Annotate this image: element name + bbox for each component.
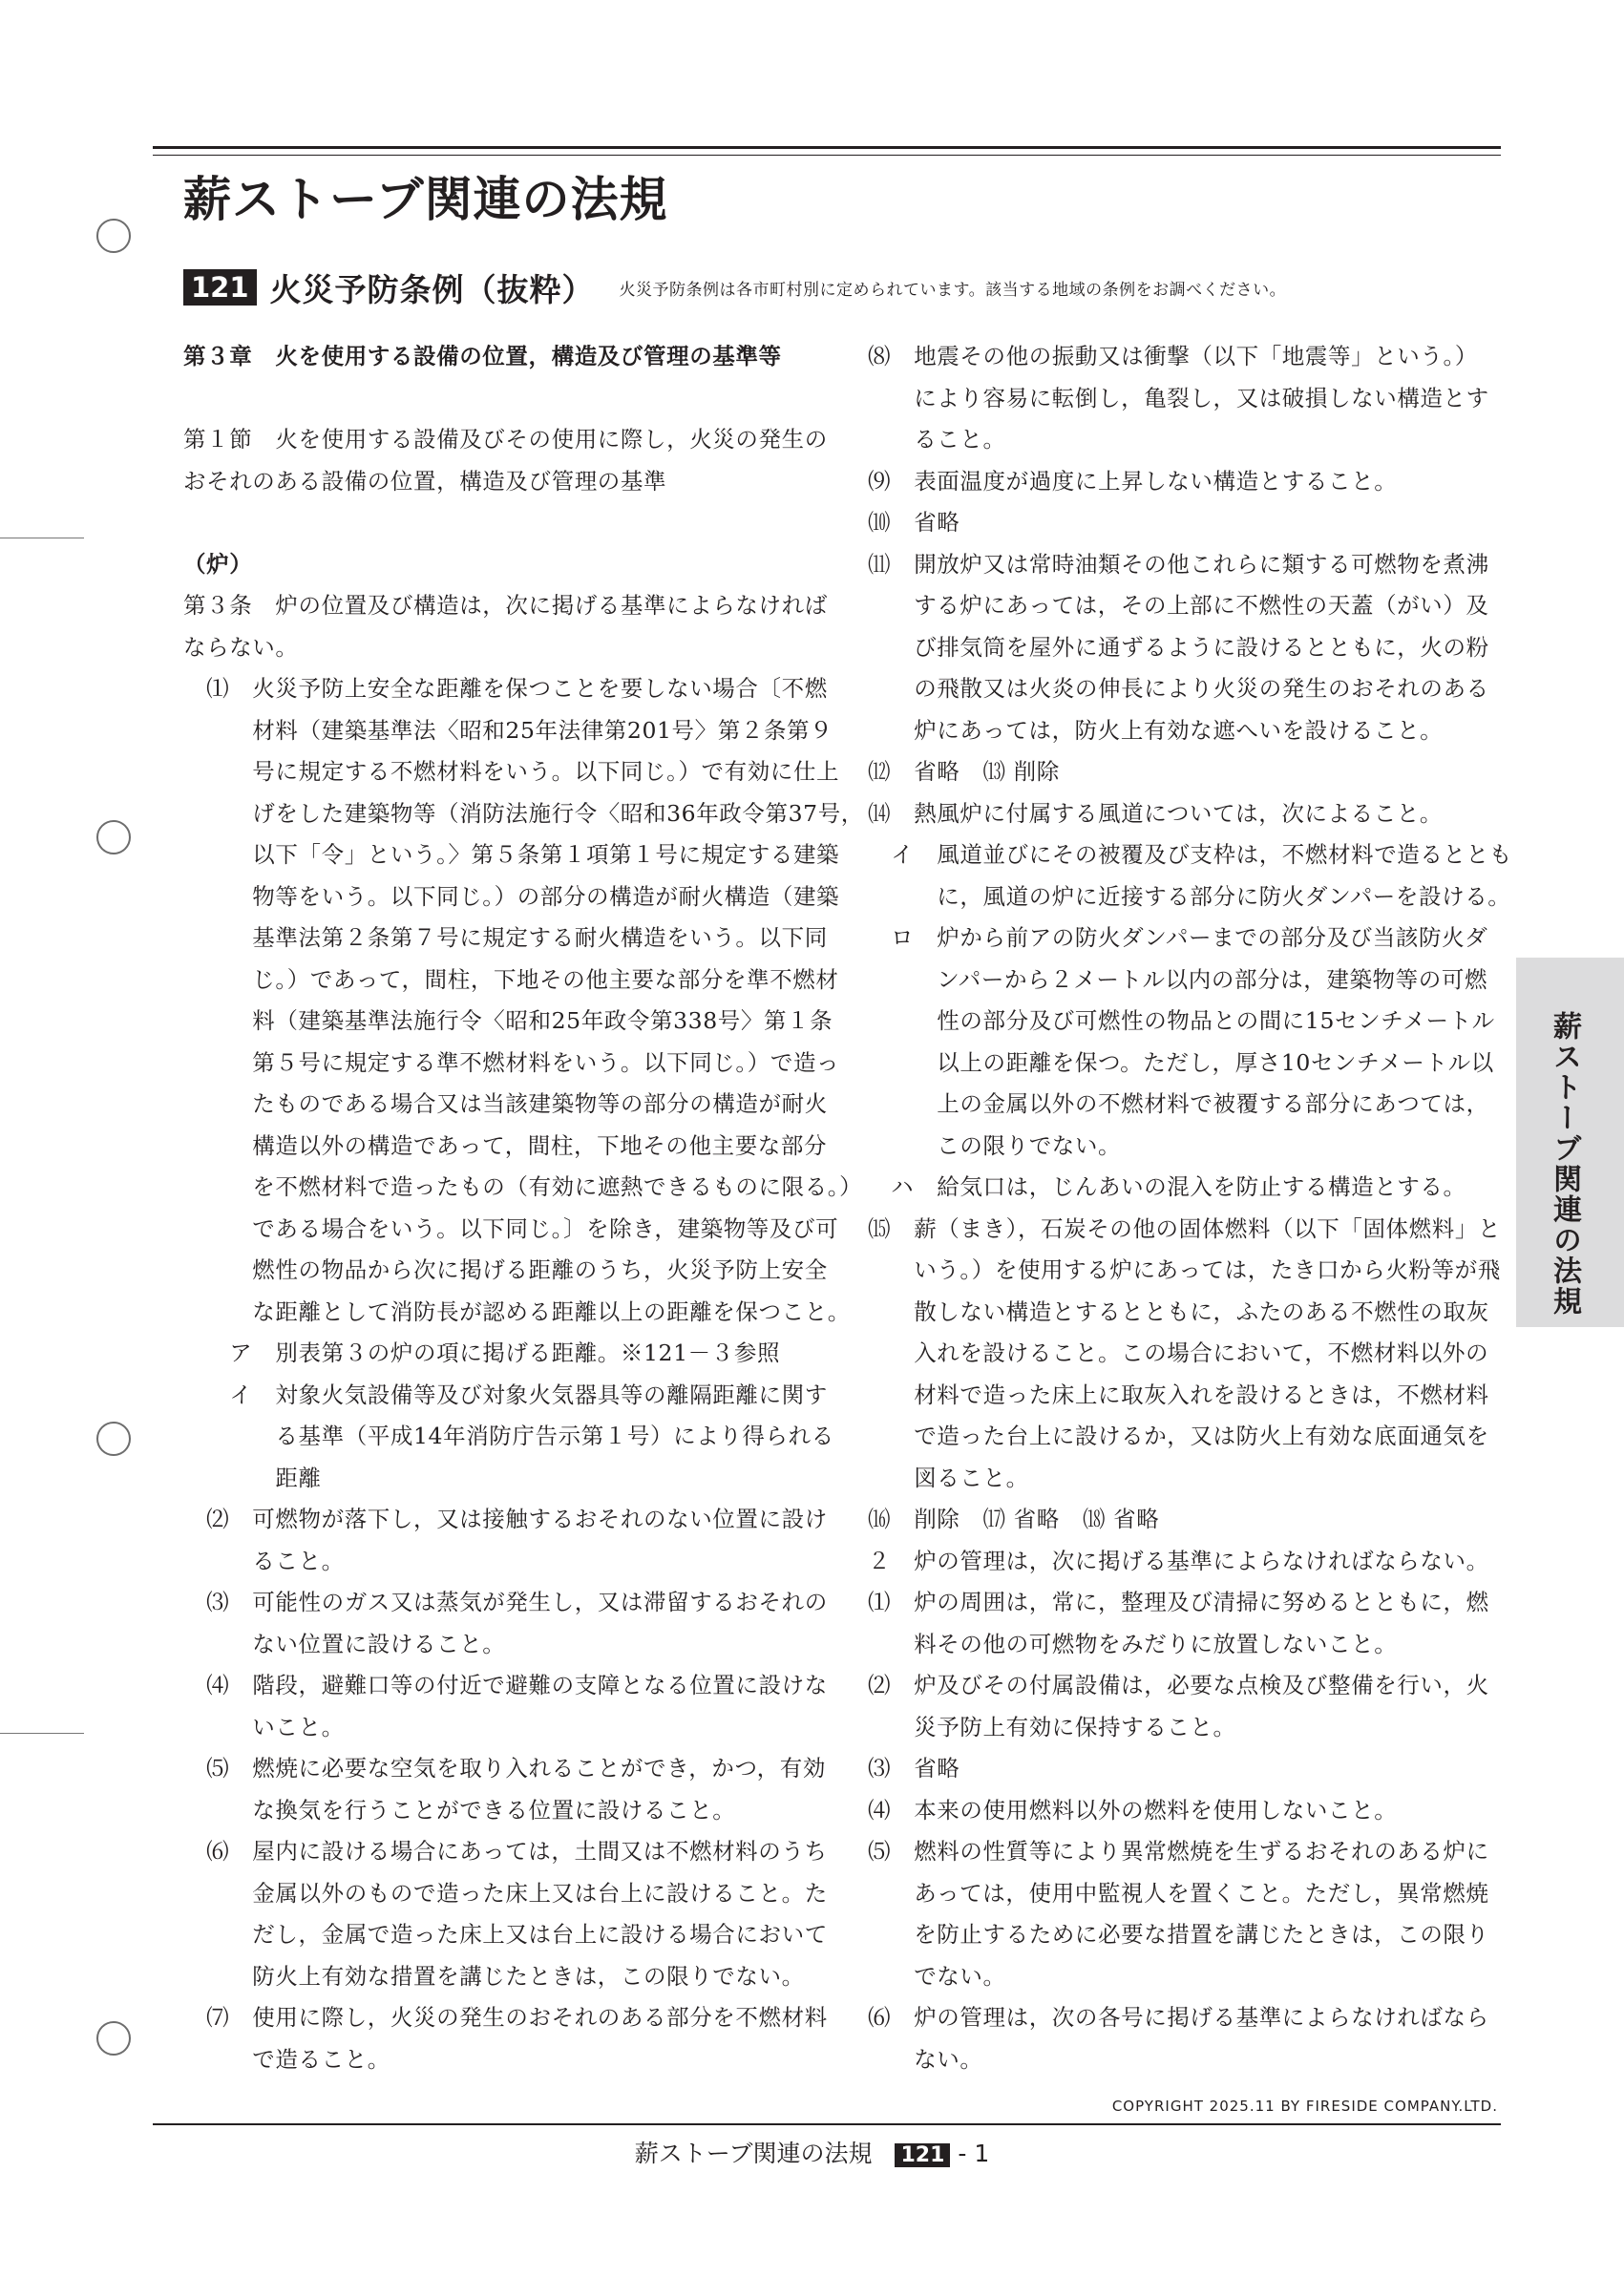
text-line: 防火上有効な措置を講じたときは，この限りでない。 bbox=[183, 1962, 805, 1990]
text-line: 第３条 炉の位置及び構造は，次に掲げる基準によらなければ bbox=[183, 592, 828, 619]
text-line: 図ること。 bbox=[868, 1464, 1029, 1491]
text-line: 材料で造った床上に取灰入れを設けるときは，不燃材料 bbox=[868, 1381, 1489, 1408]
page-footer bbox=[0, 2135, 1624, 2169]
right-column bbox=[868, 336, 1512, 2080]
text-line: を不燃材料で造ったもの（有効に遮熱できるものに限る。） bbox=[183, 1173, 863, 1200]
text-line: る基準（平成14年消防庁告示第１号）により得られる bbox=[183, 1423, 834, 1449]
text-line: を防止するために必要な措置を講じたときは，この限り bbox=[868, 1921, 1489, 1948]
text-line: ２ 炉の管理は，次に掲げる基準によらなければならない。 bbox=[868, 1547, 1489, 1574]
text-line: ⑿ 省略 ⒀ 削除 bbox=[868, 758, 1060, 785]
text-line: 散しない構造とするとともに，ふたのある不燃性の取灰 bbox=[868, 1297, 1489, 1325]
text-line: ⑶ 可能性のガス又は蒸気が発生し，又は滞留するおそれの bbox=[183, 1589, 828, 1615]
text-line: あっては，使用中監視人を置くこと。ただし，異常燃焼 bbox=[868, 1879, 1489, 1907]
text-line: ⒂ 薪（まき），石炭その他の固体燃料（以下「固体燃料」と bbox=[868, 1214, 1502, 1242]
text-line: の飛散又は火炎の伸長により火災の発生のおそれのある bbox=[868, 675, 1489, 702]
text-line: ⑺ 使用に際し，火災の発生のおそれのある部分を不燃材料 bbox=[183, 2004, 828, 2031]
text-line: ⑶ 省略 bbox=[868, 1755, 960, 1782]
text-line: 物等をいう。以下同じ。）の部分の構造が耐火構造（建築 bbox=[183, 882, 840, 910]
text-line: 金属以外のもので造った床上又は台上に設けること。た bbox=[183, 1879, 828, 1907]
text-line: 性の部分及び可燃性の物品との間に15センチメートル bbox=[868, 1007, 1495, 1034]
text-line: 構造以外の構造であって，間柱，下地その他主要な部分 bbox=[183, 1131, 828, 1159]
copyright: COPYRIGHT 2025.11 BY FIRESIDE COMPANY.LTD. bbox=[1111, 2098, 1498, 2115]
blank-line bbox=[183, 378, 794, 420]
text-line: 以下「令」という。〉第５条第１項第１号に規定する建築 bbox=[183, 841, 840, 868]
text-line: 入れを設けること。この場合において，不燃材料以外の bbox=[868, 1339, 1489, 1366]
section-number-badge: 121 bbox=[183, 269, 257, 306]
footer-section-badge: 121 bbox=[895, 2143, 950, 2167]
bottom-rule bbox=[153, 2123, 1501, 2125]
text-line: ⒃ 削除 ⒄ 省略 ⒅ 省略 bbox=[868, 1506, 1160, 1532]
text-line: び排気筒を屋外に通ずるように設けるとともに，火の粉 bbox=[868, 633, 1489, 661]
text-line: この限りでない。 bbox=[868, 1131, 1122, 1159]
text-line: 災予防上有効に保持すること。 bbox=[868, 1713, 1236, 1740]
text-line: おそれのある設備の位置，構造及び管理の基準 bbox=[183, 467, 667, 495]
text-line: ⒁ 熱風炉に付属する風道については，次によること。 bbox=[868, 799, 1444, 827]
text-line: により容易に転倒し，亀裂し，又は破損しない構造とす bbox=[868, 384, 1489, 411]
text-line: ⑴ 炉の周囲は，常に，整理及び清掃に努めるとともに，燃 bbox=[868, 1589, 1489, 1615]
footer-page-number: - 1 bbox=[958, 2140, 990, 2167]
footer-title: 薪ストーブ関連の法規 bbox=[634, 2140, 873, 2167]
text-line: ⑵ 可燃物が落下し，又は接触するおそれのない位置に設け bbox=[183, 1506, 828, 1532]
text-line: ること。 bbox=[868, 426, 1006, 453]
section-title: 火災予防条例（抜粋） bbox=[269, 270, 595, 308]
binder-hole-icon bbox=[96, 219, 131, 253]
binder-hole-icon bbox=[96, 2021, 131, 2056]
page-title: 薪ストーブ関連の法規 bbox=[183, 172, 668, 227]
text-line: たものである場合又は当該建築物等の部分の構造が耐火 bbox=[183, 1090, 828, 1117]
text-line: ロ 炉から前アの防火ダンパーまでの部分及び当該防火ダ bbox=[868, 924, 1488, 951]
text-line: ⑽ 省略 bbox=[868, 509, 960, 536]
text-line: いこと。 bbox=[183, 1713, 345, 1740]
text-line: ア 別表第３の炉の項に掲げる距離。※121－３参照 bbox=[183, 1339, 781, 1366]
text-line: ⑸ 燃焼に必要な空気を取り入れることができ，かつ，有効 bbox=[183, 1755, 826, 1782]
text-line: ⑴ 火災予防上安全な距離を保つことを要しない場合〔不燃 bbox=[183, 675, 828, 702]
text-line: （炉） bbox=[183, 550, 253, 578]
text-line: イ 対象火気設備等及び対象火気器具等の離隔距離に関す bbox=[183, 1381, 828, 1408]
text-line: ない。 bbox=[868, 2045, 983, 2073]
text-line: ること。 bbox=[183, 1547, 345, 1574]
binder-hole-icon bbox=[96, 820, 131, 854]
blank-line bbox=[183, 502, 794, 544]
side-index-tab bbox=[1516, 958, 1624, 1327]
text-line: に，風道の炉に近接する部分に防火ダンパーを設ける。 bbox=[868, 882, 1511, 910]
text-line: ⑷ 本来の使用燃料以外の燃料を使用しないこと。 bbox=[868, 1796, 1398, 1824]
text-line: だし，金属で造った床上又は台上に設ける場合において bbox=[183, 1921, 828, 1948]
text-line: でない。 bbox=[868, 1962, 1006, 1990]
text-line: ⑹ 炉の管理は，次の各号に掲げる基準によらなければなら bbox=[868, 2004, 1489, 2031]
text-line: イ 風道並びにその被覆及び支枠は，不燃材料で造るととも bbox=[868, 841, 1512, 868]
text-line: 燃性の物品から次に掲げる距離のうち，火災予防上安全 bbox=[183, 1256, 828, 1283]
text-line: じ。）であって，間柱，下地その他主要な部分を準不燃材 bbox=[183, 965, 839, 993]
text-line: いう。）を使用する炉にあっては，たき口から火粉等が飛 bbox=[868, 1256, 1501, 1283]
text-line: ハ 給気口は，じんあいの混入を防止する構造とする。 bbox=[868, 1173, 1466, 1200]
text-line: 材料（建築基準法〈昭和25年法律第201号〉第２条第９ bbox=[183, 716, 833, 744]
text-line: ない位置に設けること。 bbox=[183, 1630, 506, 1657]
section-header bbox=[183, 268, 1286, 306]
text-line: な距離として消防長が認める距離以上の距離を保つこと。 bbox=[183, 1297, 851, 1325]
text-line: 第５号に規定する準不燃材料をいう。以下同じ。）で造っ bbox=[183, 1048, 840, 1076]
text-line: で造ること。 bbox=[183, 2045, 390, 2073]
text-line: な換気を行うことができる位置に設けること。 bbox=[183, 1796, 736, 1824]
text-line: ⑼ 表面温度が過度に上昇しない構造とすること。 bbox=[868, 467, 1398, 495]
text-line: げをした建築物等（消防法施行令〈昭和36年政令第37号， bbox=[183, 799, 864, 827]
text-line: 号に規定する不燃材料をいう。以下同じ。）で有効に仕上 bbox=[183, 758, 840, 785]
text-line: ⑵ 炉及びその付属設備は，必要な点検及び整備を行い，火 bbox=[868, 1672, 1489, 1698]
text-line: 料その他の可燃物をみだりに放置しないこと。 bbox=[868, 1630, 1398, 1657]
top-rule bbox=[153, 146, 1501, 156]
text-line: で造った台上に設けるか，又は防火上有効な底面通気を bbox=[868, 1423, 1489, 1449]
text-line: 第３章 火を使用する設備の位置，構造及び管理の基準等 bbox=[183, 343, 782, 369]
text-line: ⑷ 階段，避難口等の付近で避難の支障となる位置に設けな bbox=[183, 1672, 828, 1698]
text-line: である場合をいう。以下同じ。〕を除き，建築物等及び可 bbox=[183, 1214, 839, 1242]
left-column bbox=[183, 336, 864, 2080]
binder-hole-icon bbox=[96, 1422, 131, 1456]
text-line: 距離 bbox=[183, 1464, 322, 1491]
text-line: ンパーから２メートル以内の部分は，建築物等の可燃 bbox=[868, 965, 1488, 993]
text-line: する炉にあっては，その上部に不燃性の天蓋（がい）及 bbox=[868, 592, 1489, 619]
text-line: ⑸ 燃料の性質等により異常燃焼を生ずるおそれのある炉に bbox=[868, 1838, 1489, 1865]
text-line: 上の金属以外の不燃材料で被覆する部分にあつては， bbox=[868, 1090, 1489, 1117]
section-note: 火災予防条例は各市町村別に定められています。該当する地域の条例をお調べください。 bbox=[619, 280, 1287, 300]
text-line: 基準法第２条第７号に規定する耐火構造をいう。以下同 bbox=[183, 924, 828, 951]
margin-tick bbox=[0, 1733, 84, 1734]
text-line: ⑾ 開放炉又は常時油類その他これらに類する可燃物を煮沸 bbox=[868, 550, 1489, 578]
text-line: 第１節 火を使用する設備及びその使用に際し，火災の発生の bbox=[183, 426, 828, 453]
text-line: 料（建築基準法施行令〈昭和25年政令第338号〉第１条 bbox=[183, 1007, 833, 1034]
text-line: 以上の距離を保つ。ただし，厚さ10センチメートル以 bbox=[868, 1048, 1494, 1076]
text-line: ⑹ 屋内に設ける場合にあっては，土間又は不燃材料のうち bbox=[183, 1838, 828, 1865]
text-line: 炉にあっては，防火上有効な遮へいを設けること。 bbox=[868, 716, 1444, 744]
side-tab-label: 薪ストーブ関連の法規 bbox=[1548, 1011, 1581, 1317]
text-line: ならない。 bbox=[183, 633, 299, 661]
text-line: ⑻ 地震その他の振動又は衝撃（以下「地震等」という。） bbox=[868, 343, 1478, 369]
